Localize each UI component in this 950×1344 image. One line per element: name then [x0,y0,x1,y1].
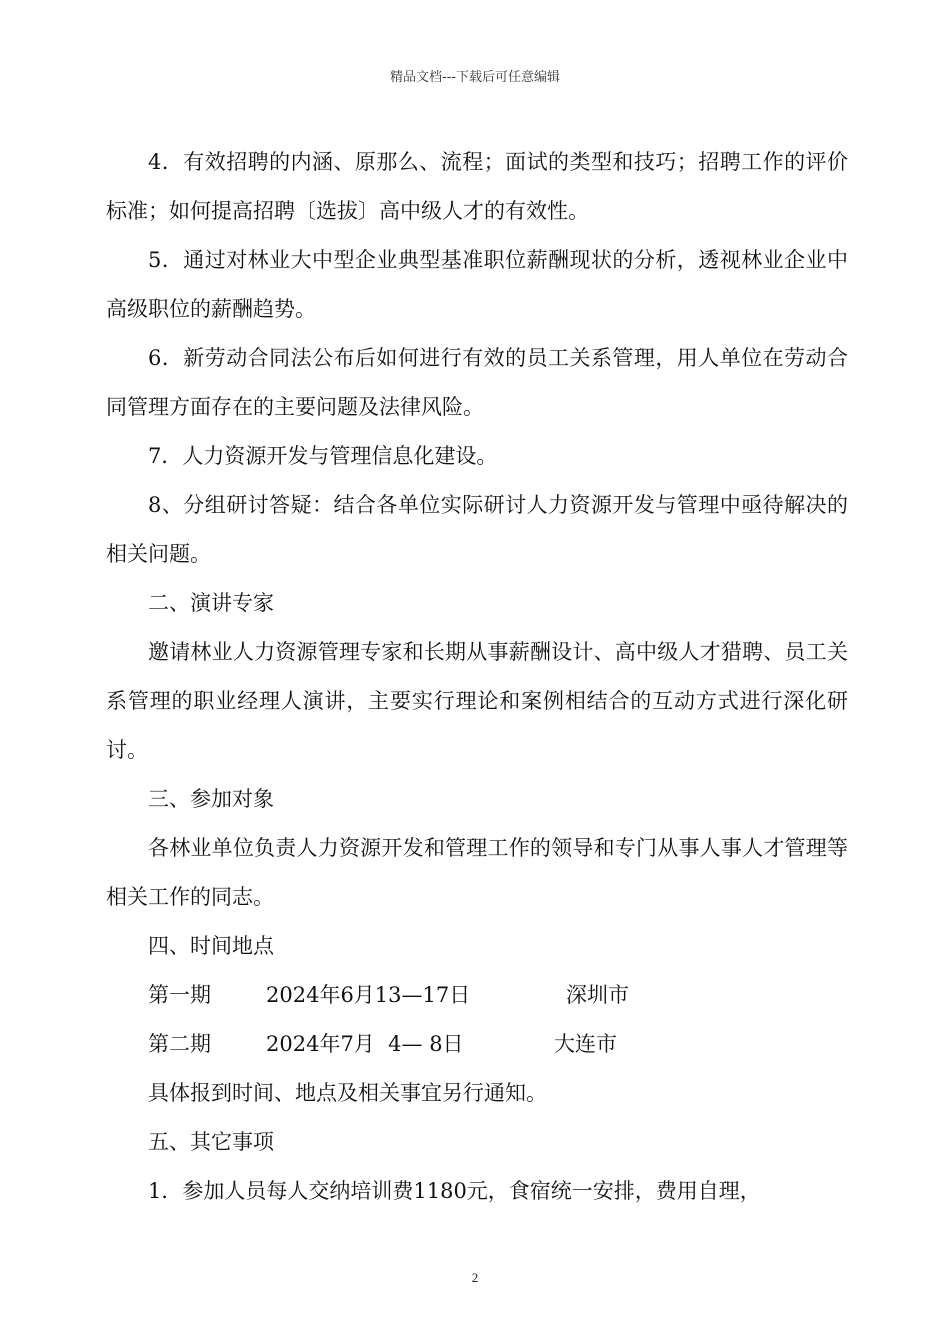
schedule-date: 2024年6月13—17日 [266,983,471,1007]
schedule-row-2 [106,1020,848,1069]
paragraph-item-5: 5．通过对林业大中型企业典型基准职位薪酬现状的分析，透视林业企业中高级职位的薪酬趋势。 [106,248,848,321]
section-heading-time-place: 四、时间地点 [148,934,274,958]
schedule-period: 第二期 [148,1032,211,1056]
schedule-row-1 [106,971,848,1020]
section-heading-other: 五、其它事项 [148,1130,274,1154]
paragraph-item-7: 7．人力资源开发与管理信息化建设。 [148,444,498,468]
schedule-date: 2024年7月 4— 8日 [266,1032,464,1056]
schedule-city: 大连市 [554,1032,617,1056]
page-number: 2 [471,1270,479,1285]
paragraph-item-6: 6．新劳动合同法公布后如何进行有效的员工关系管理，用人单位在劳动合同管理方面存在的主要问题及法律风险。 [106,346,848,419]
document-body [106,138,848,1216]
paragraph-notice: 具体报到时间、地点及相关事宜另行通知。 [148,1081,547,1105]
paragraph-item-8: 8、分组研讨答疑：结合各单位实际研讨人力资源开发与管理中亟待解决的相关问题。 [106,493,848,566]
paragraph-speakers: 邀请林业人力资源管理专家和长期从事薪酬设计、高中级人才猎聘、员工关系管理的职业经理人演讲，主要实行理论和案例相结合的互动方式进行深化研讨。 [106,640,848,762]
section-heading-speakers: 二、演讲专家 [148,591,274,615]
paragraph-participants: 各林业单位负责人力资源开发和管理工作的领导和专门从事人事人才管理等相关工作的同志。 [106,836,848,909]
page-header: 精品文档---下载后可任意编辑 [389,70,561,85]
paragraph-fee: 1．参加人员每人交纳培训费1180元，食宿统一安排，费用自理， [148,1179,761,1203]
schedule-period: 第一期 [148,983,211,1007]
section-heading-participants: 三、参加对象 [148,787,274,811]
paragraph-item-4: 4．有效招聘的内涵、原那么、流程；面试的类型和技巧；招聘工作的评价标准；如何提高招聘〔选拔〕高中级人才的有效性。 [106,150,848,223]
schedule-city: 深圳市 [566,983,629,1007]
